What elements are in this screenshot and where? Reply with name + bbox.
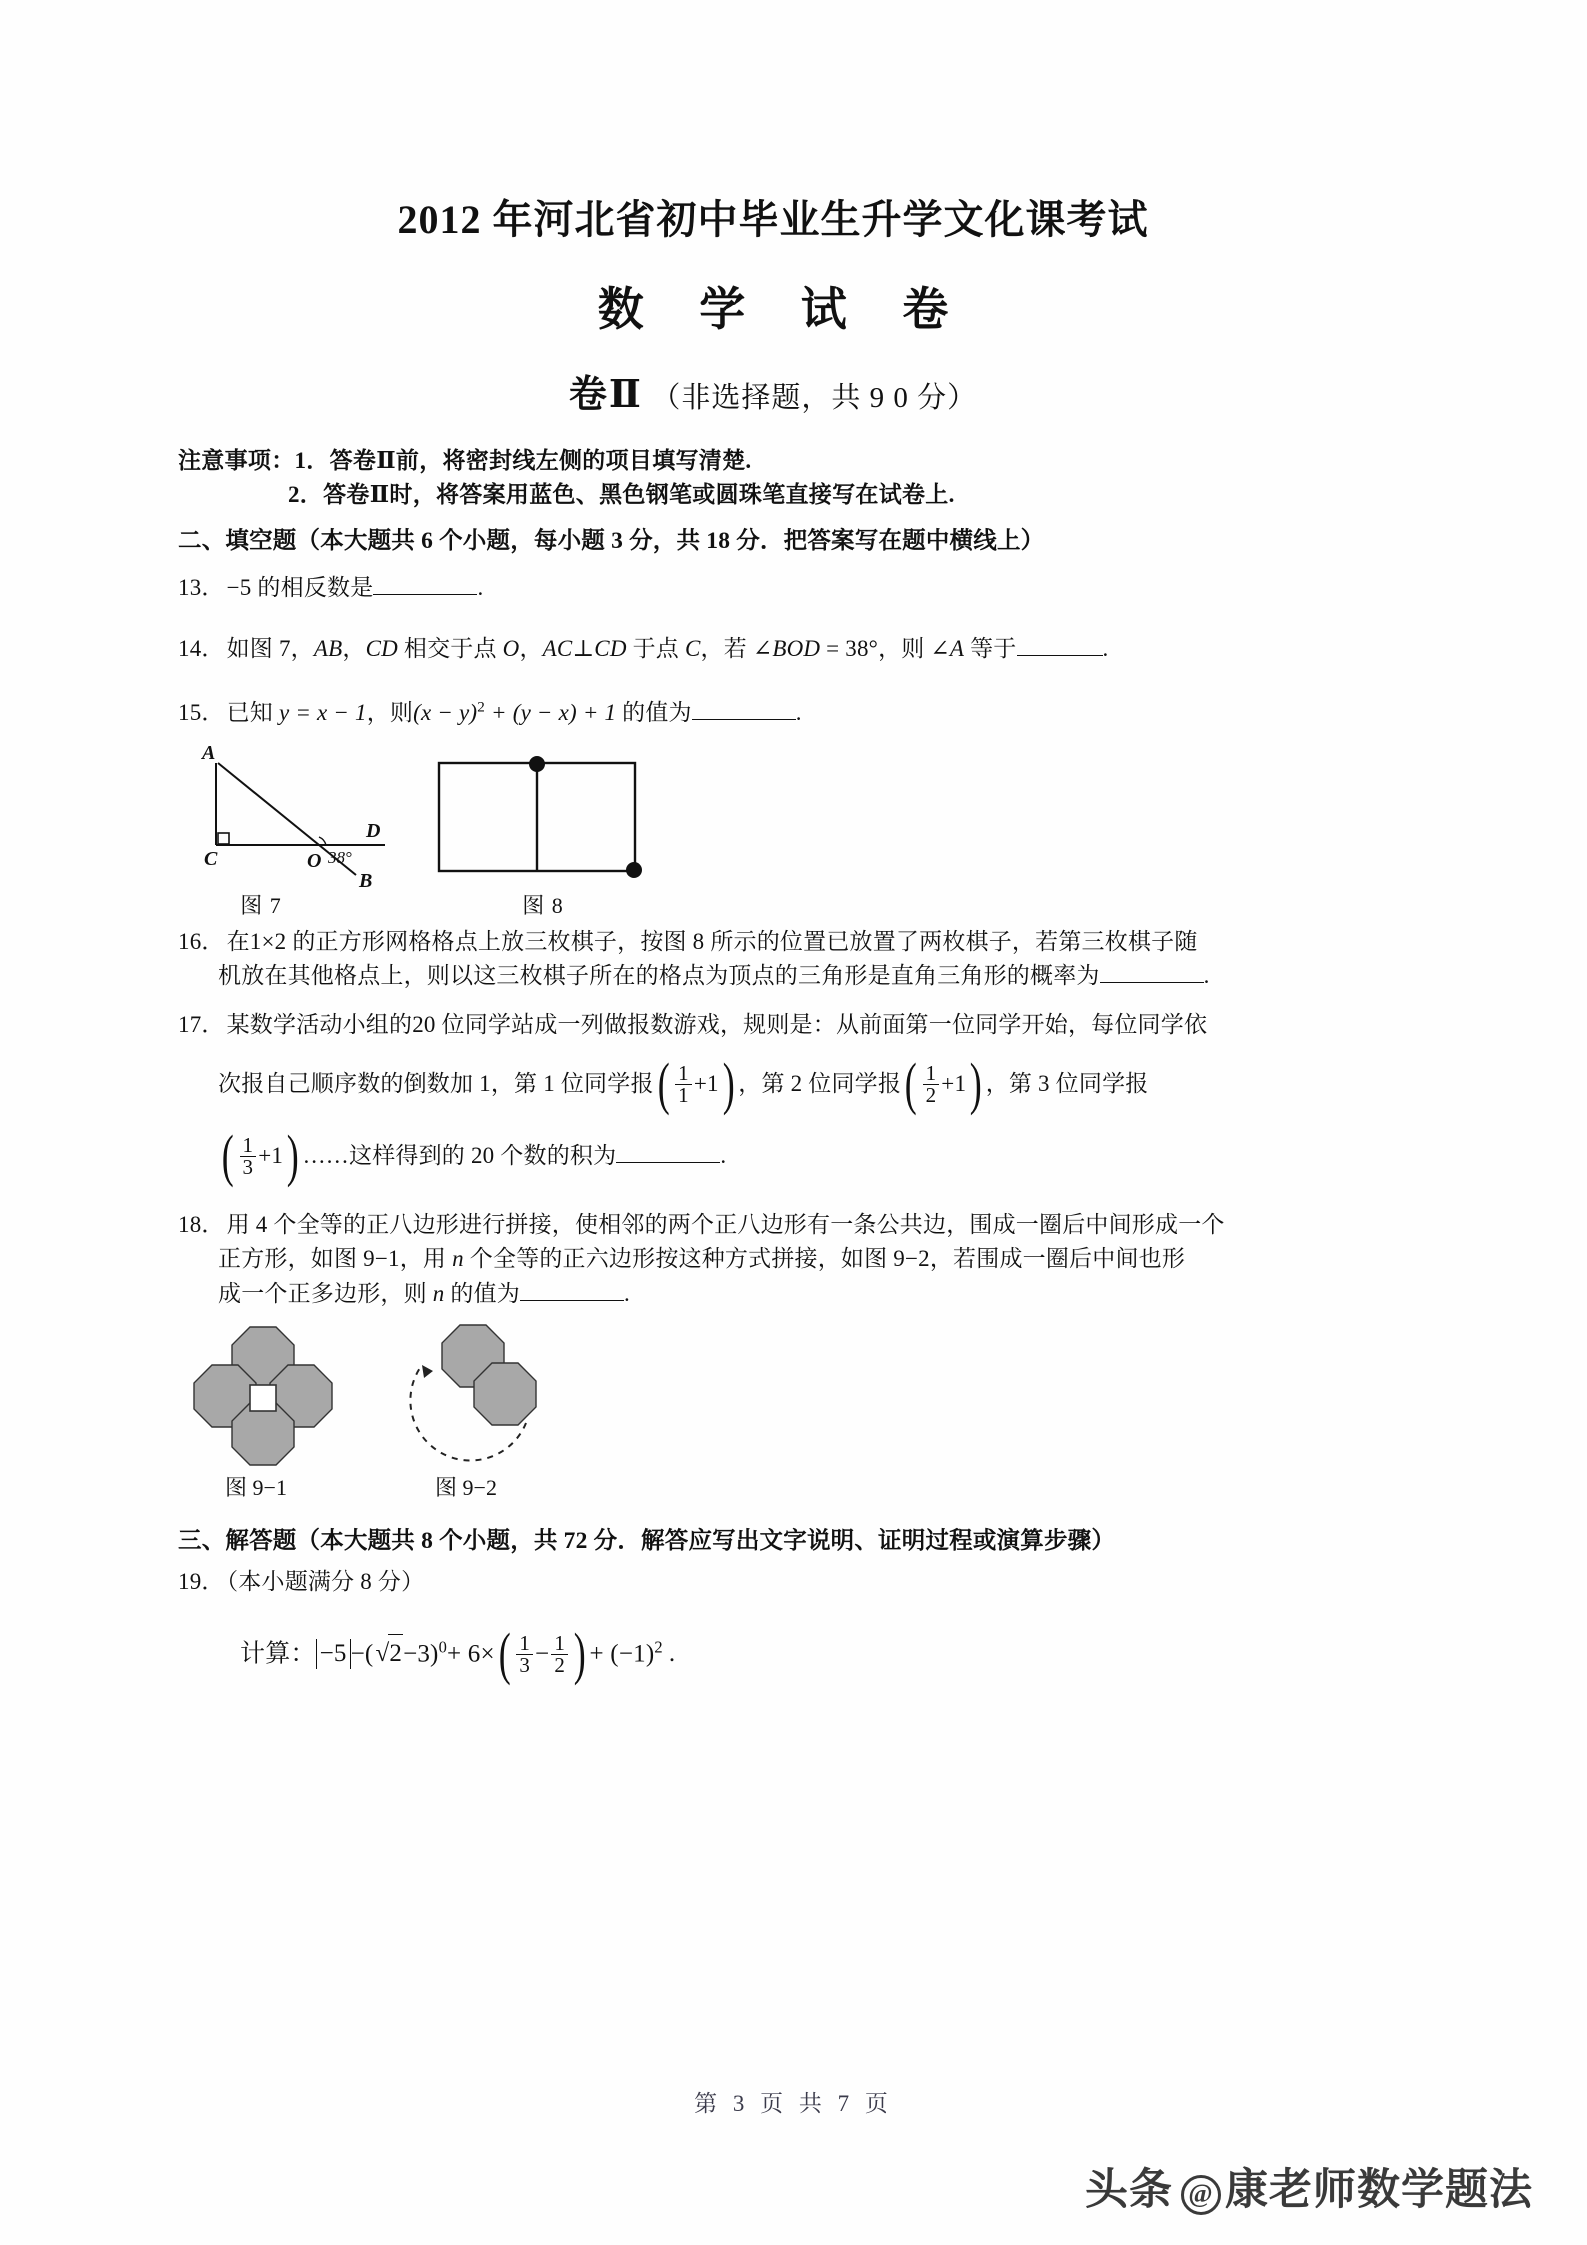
q15-t2: ，则 — [366, 700, 414, 726]
paren-left-icon: ( — [904, 1050, 917, 1116]
q19-sqrt: √2 — [373, 1634, 403, 1673]
q19-paren-group — [495, 1620, 590, 1686]
volume-note: （非选择题，共 9 0 分） — [651, 382, 978, 414]
figure-9-2 — [400, 1319, 560, 1474]
notice-item2-num: 2． — [288, 482, 324, 508]
figure-9-1 — [190, 1319, 350, 1474]
q19-fraction-b — [551, 1630, 568, 1678]
question-19-number: 19． — [178, 1569, 225, 1595]
q19-fb-numerator: 1 — [554, 1630, 566, 1655]
question-18-number: 18． — [178, 1211, 225, 1237]
question-17-line2 — [218, 1050, 1368, 1116]
q17-frac3-tail: +1 — [258, 1143, 284, 1169]
figure-8-caption: 图 8 — [522, 892, 564, 918]
section-3-heading: 三、解答题（本大题共 8 个小题，共 72 分．解答应写出文字说明、证明过程或演算步骤） — [178, 1528, 1116, 1555]
paren-left-icon: ( — [221, 1122, 234, 1188]
q17-fraction-3 — [240, 1132, 257, 1180]
q17-frac2-denominator: 2 — [923, 1084, 940, 1106]
q14-var-C: C — [684, 635, 701, 661]
at-symbol-icon: @ — [1181, 2175, 1221, 2215]
question-14-number: 14． — [178, 635, 225, 661]
q14-var-CD2: CD — [594, 635, 627, 661]
q14-var-AB: AB — [313, 635, 343, 661]
q17-frac2-numerator: 1 — [925, 1061, 937, 1086]
paren-right-icon: ) — [286, 1122, 299, 1188]
q17-frac1-numerator: 1 — [678, 1061, 689, 1086]
question-13-answer-blank[interactable] — [373, 575, 477, 595]
q14-t4: ， — [519, 635, 543, 661]
page-content — [178, 0, 1368, 1686]
paren-right-icon: ) — [573, 1620, 586, 1686]
question-19-expression — [240, 1620, 1368, 1686]
figure-8-piece-top — [529, 756, 545, 772]
q17-frac1-tail: +1 — [693, 1071, 719, 1097]
notice-item2-text: 答卷Ⅱ时，将答案用蓝色、黑色钢笔或圆珠笔直接写在试卷上. — [323, 482, 955, 508]
question-17-line1: 某数学活动小组的20 位同学站成一列做报数游戏，规则是：从前面第一位同学开始，每位同学依 — [226, 1011, 1208, 1037]
figure-8-piece-bottom-right — [626, 862, 642, 878]
q14-perp-symbol: ⊥ — [572, 635, 595, 661]
q17-line3-text: ……这样得到的 20 个数的积为 — [302, 1143, 617, 1169]
section-2-heading: 二、填空题（本大题共 6 个小题，每小题 3 分，共 18 分．把答案写在题中横线上） — [178, 528, 1045, 555]
notice-block — [178, 444, 1368, 512]
q14-var-A: A — [949, 635, 965, 661]
question-18-line2 — [218, 1242, 1368, 1277]
question-18-answer-blank[interactable] — [520, 1281, 624, 1301]
figure-9-2-caption: 图 9−2 — [435, 1475, 497, 1501]
page-title: 2012 年河北省初中毕业生升学文化课考试 — [397, 197, 1149, 242]
figure-8-svg — [433, 755, 653, 883]
figure-7-label-A: A — [202, 741, 216, 764]
q14-t8: = 38°，则 ∠ — [820, 635, 950, 661]
arrow-head-icon — [422, 1365, 433, 1378]
q15-expr-b: + (y − x) + 1 — [485, 700, 617, 726]
q17-frac3-denominator: 3 — [240, 1156, 257, 1178]
figure-7-caption: 图 7 — [240, 892, 282, 918]
q16-period: . — [1203, 963, 1210, 989]
watermark — [1085, 2156, 1533, 2217]
q17-line2-a: 次报自己顺序数的倒数加 1，第 1 位同学报 — [218, 1071, 654, 1097]
watermark-prefix: 头条 — [1085, 2167, 1173, 2214]
question-14 — [178, 632, 1368, 667]
q17-expr-1 — [654, 1050, 739, 1116]
q17-fraction-1 — [675, 1063, 692, 1107]
notice-label: 注意事项： — [178, 448, 295, 473]
q19-absolute-value: −5 — [316, 1639, 351, 1669]
q19-minus-sign: − — [535, 1640, 550, 1668]
figure-7-label-D: D — [366, 819, 381, 842]
q19-fa-denominator: 3 — [516, 1654, 533, 1676]
q14-t6: 于点 — [626, 635, 685, 661]
q14-t3: 相交于点 — [397, 635, 503, 661]
q19-fa-numerator: 1 — [519, 1630, 531, 1655]
q15-t1: 已知 — [226, 700, 279, 726]
figures-7-8-area — [178, 741, 1368, 921]
q17-fraction-2 — [923, 1063, 940, 1107]
q17-expr-2 — [901, 1050, 986, 1116]
q14-period: . — [1102, 635, 1109, 661]
question-16 — [178, 925, 1368, 960]
q19-calc-label: 计算： — [240, 1640, 316, 1668]
q19-sqrt-radicand: 2 — [388, 1634, 403, 1673]
notice-item1-num: 1． — [294, 448, 330, 473]
question-15-number: 15． — [178, 700, 225, 726]
q19-sub2: −3) — [403, 1640, 439, 1668]
figure-8 — [433, 755, 653, 888]
question-18-line1: 用 4 个全等的正八边形进行拼接，使相邻的两个正八边形有一条公共边，围成一圈后中间形成一个 — [226, 1211, 1225, 1237]
question-16-line2 — [218, 959, 1368, 994]
q19-fb-denominator: 2 — [551, 1654, 568, 1676]
page-footer: 第 3 页 共 7 页 — [694, 2091, 893, 2116]
subject-title: 数 学 试 卷 — [597, 284, 971, 335]
q19-period: . — [668, 1640, 676, 1668]
q19-sub4: + (−1) — [589, 1640, 655, 1668]
q18-line3-b: 的值为 — [444, 1280, 521, 1306]
question-15 — [178, 696, 1368, 731]
q17-period: . — [720, 1143, 727, 1169]
q14-t9: 等于 — [964, 635, 1017, 661]
q15-t3: 的值为 — [616, 700, 692, 726]
question-13-text: −5 的相反数是 — [226, 575, 374, 601]
q15-period: . — [795, 700, 802, 726]
q17-frac3-numerator: 1 — [242, 1132, 254, 1157]
q19-sub3: + 6× — [447, 1640, 495, 1668]
q14-var-BOD: BOD — [772, 635, 821, 661]
question-17 — [178, 1008, 1368, 1043]
question-16-number: 16． — [178, 928, 225, 954]
question-19-points: （本小题满分 8 分） — [226, 1569, 425, 1595]
q18-var-n-1: n — [452, 1246, 464, 1272]
figure-7-label-C: C — [204, 847, 218, 870]
q14-var-CD: CD — [365, 635, 398, 661]
q18-line3-a: 成一个正多边形，则 — [218, 1280, 433, 1306]
figure-9-1-caption: 图 9−1 — [225, 1475, 287, 1501]
octagon-lower — [474, 1363, 536, 1425]
figure-7-label-B: B — [359, 869, 373, 891]
question-19 — [178, 1565, 1368, 1600]
figure-9-1-svg — [190, 1319, 350, 1469]
q18-line2-b: 个全等的正六边形按这种方式拼接，如图 9−2，若围成一圈后中间也形 — [463, 1246, 1186, 1272]
paren-right-icon: ) — [969, 1050, 982, 1116]
center-square-hole — [250, 1385, 276, 1411]
question-16-answer-blank[interactable] — [1100, 963, 1204, 983]
q19-exponent-zero: 0 — [438, 1637, 448, 1656]
figure-7-svg — [180, 741, 410, 891]
q17-line2-b: ，第 2 位同学报 — [738, 1071, 902, 1097]
q14-t1: 如图 7， — [226, 635, 314, 661]
notice-item1-text: 答卷Ⅱ前，将密封线左侧的项目填写清楚. — [329, 448, 752, 473]
question-16-line1: 在1×2 的正方形网格格点上放三枚棋子，按图 8 所示的位置已放置了两枚棋子，若第三枚棋子随 — [226, 928, 1198, 954]
q17-expr-3 — [218, 1122, 303, 1188]
q19-exponent-two: 2 — [654, 1637, 663, 1656]
question-16-line2-text: 机放在其他格点上，则以这三枚棋子所在的格点为顶点的三角形是直角三角形的概率为 — [218, 963, 1100, 989]
q15-equation: y = x − 1 — [278, 700, 367, 726]
q15-expr-exponent: 2 — [477, 698, 486, 716]
question-13 — [178, 571, 1368, 606]
q18-period: . — [624, 1280, 630, 1306]
paren-left-icon: ( — [657, 1050, 670, 1116]
figures-9-area — [178, 1319, 1368, 1515]
q14-var-O: O — [502, 635, 520, 661]
watermark-handle: 康老师数学题法 — [1225, 2167, 1533, 2214]
question-13-number: 13． — [178, 575, 225, 601]
question-13-period: . — [477, 575, 484, 601]
figure-7-angle-value: 38° — [328, 847, 352, 867]
question-18 — [178, 1208, 1368, 1243]
octagon-bottom — [232, 1403, 294, 1465]
paren-right-icon: ) — [722, 1050, 735, 1116]
paren-left-icon: ( — [498, 1620, 511, 1686]
question-17-number: 17． — [178, 1011, 225, 1037]
question-17-answer-blank[interactable] — [616, 1143, 720, 1163]
q17-frac1-denominator: 1 — [675, 1084, 692, 1106]
notice-line-1 — [178, 444, 1368, 478]
q19-fraction-a — [516, 1630, 533, 1678]
q14-t2: ， — [342, 635, 366, 661]
volume-label: 卷Ⅱ — [568, 374, 643, 416]
question-14-answer-blank[interactable] — [1017, 636, 1103, 656]
volume-heading — [178, 363, 1368, 418]
q15-expr-a: (x − y) — [413, 700, 478, 726]
q14-var-AC: AC — [542, 635, 573, 661]
figure-9-2-svg — [400, 1319, 560, 1469]
question-15-answer-blank[interactable] — [692, 700, 796, 720]
q18-var-n-2: n — [432, 1280, 445, 1306]
question-18-line3 — [218, 1277, 1368, 1312]
question-17-line3 — [218, 1122, 1368, 1188]
figure-7-label-O: O — [307, 849, 322, 872]
notice-line-2 — [178, 478, 1368, 512]
figure-7 — [180, 741, 410, 896]
q17-line2-c: ，第 3 位同学报 — [985, 1071, 1149, 1097]
q14-t7: ，若 ∠ — [700, 635, 773, 661]
q19-sub1: −( — [350, 1640, 374, 1668]
q17-frac2-tail: +1 — [941, 1071, 967, 1097]
q18-line2-a: 正方形，如图 9−1，用 — [218, 1246, 453, 1272]
